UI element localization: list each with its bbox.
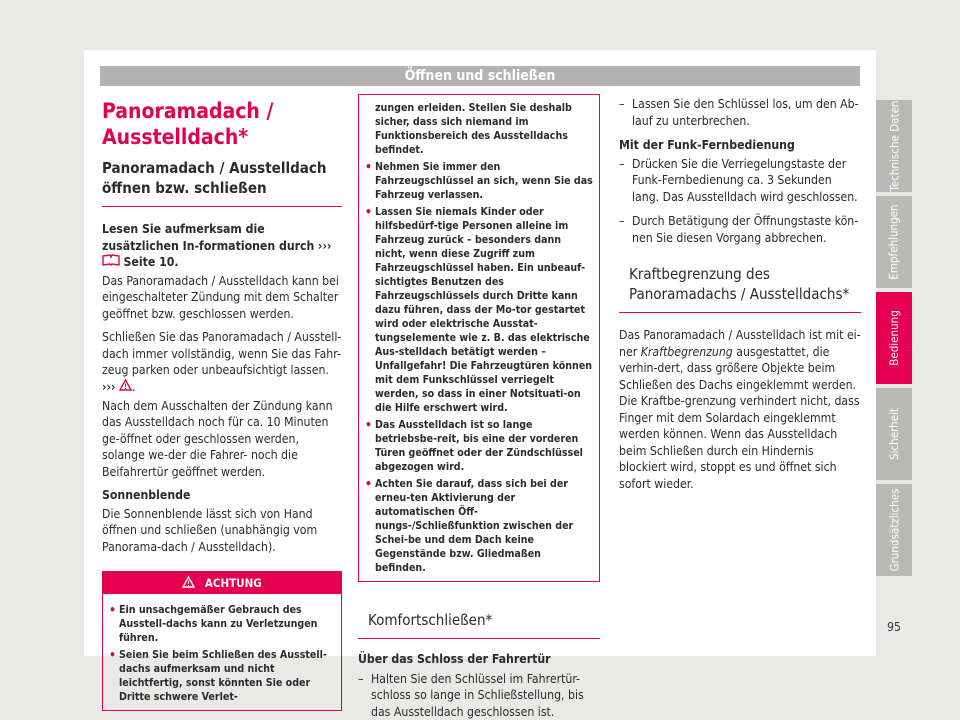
warning-body — [103, 594, 341, 710]
column-1 — [102, 94, 342, 711]
paragraph-3: Nach dem Ausschalten der Zündung kann das Ausstelldach noch für ca. 10 Minuten ge-öffnet oder geschlossen werden, solange we-der die Fahrer- noch die Beifahrertür geöffnet werden. — [102, 398, 342, 481]
warning-item: • Achten Sie darauf, dass sich bei der erneu-ten Aktivierung der automatischen Öff-nungs-/Schließfunktion zwischen der Schei-be und dem Dach keine Gegenstände bzw. Gliedmaßen befinden. — [365, 477, 593, 575]
page-reference-link[interactable]: Seite 10 — [123, 255, 174, 269]
chapter-tabs — [876, 100, 912, 580]
tab-technische-daten[interactable]: Technische Daten — [876, 100, 912, 192]
ref-arrows: ››› — [318, 239, 332, 253]
column-2 — [358, 94, 600, 720]
warning-item: • Nehmen Sie immer den Fahrzeugschlüssel an sich, wenn Sie das Fahrzeug verlassen. — [365, 160, 593, 202]
section-subtitle: Panoramadach / Ausstelldach öffnen bzw. schließen — [102, 158, 342, 207]
tab-sicherheit[interactable]: Sicherheit — [876, 388, 912, 480]
warning-header — [103, 572, 341, 594]
driver-door-heading: Über das Schloss der Fahrertür — [358, 651, 600, 668]
page-header: Öffnen und schließen — [100, 66, 860, 86]
paragraph-1: Das Panoramadach / Ausstelldach kann bei eingeschalteter Zündung mit dem Schalter geöffnet bzw. geschlossen werden. — [102, 273, 342, 323]
step-item: – Durch Betätigung der Öffnungstaste kön-nen Sie diesen Vorgang abbrechen. — [619, 213, 861, 246]
warning-item: • Lassen Sie niemals Kinder oder hilfsbedürf-tige Personen alleine im Fahrzeug zurück – besonders dann nicht, wenn diese Zugriff zum Fahrzeugschlüssel haben. Ein unbeauf-sichtigtes Benutzen des Fahrzeugschlüssels durch Dritte kann dazu führen, dass der Mo-tor gestartet wird oder elektrische Ausstat-tungselemente wie z. B. das elektrische Aus-stelldach betätigt werden – Unfallgefahr! Die Fahrzeugtüren können mit dem Funkschlüssel verriegelt werden, so dass in einer Notsituati-on die Hilfe erschwert wird. — [365, 205, 593, 415]
warning-item: • Das Ausstelldach ist so lange betriebsbe-reit, bis eine der vorderen Türen geöffnet oder der Zündschlüssel abgezogen wird. — [365, 418, 593, 474]
intro-text: Lesen Sie aufmerksam die zusätzlichen In-formationen durch — [102, 222, 314, 253]
step-item: – Drücken Sie die Verriegelungstaste der Funk-Fernbedienung ca. 3 Sekunden lang. Das Ausstelldach wird geschlossen. — [619, 156, 861, 206]
warning-icon — [119, 379, 132, 396]
warning-ref-arrows: ››› — [102, 380, 116, 394]
tab-grundsaetzliches[interactable]: Grundsätzliches — [876, 484, 912, 576]
intro-paragraph: Lesen Sie aufmerksam die zusätzlichen In-formationen durch ››› Seite 10. — [102, 221, 342, 271]
warning-box-continued — [358, 94, 600, 582]
tab-bedienung[interactable]: Bedienung — [876, 292, 912, 384]
force-limit-heading: Kraftbegrenzung des Panoramadachs / Ausstelldachs* — [619, 256, 861, 313]
page-title: Panoramadach / Ausstelldach* — [102, 98, 342, 150]
force-limit-term: Kraftbegrenzung — [641, 345, 733, 359]
warning-box — [102, 571, 342, 711]
step-item: – Lassen Sie den Schlüssel los, um den Ab-lauf zu unterbrechen. — [619, 96, 861, 129]
warning-label: ACHTUNG — [205, 576, 262, 590]
paragraph-2: Schließen Sie das Panoramadach / Ausstell-dach immer vollständig, wenn Sie das Fahr-zeug parken oder unbeaufsichtigt lassen. ››› . — [102, 329, 342, 395]
sunshade-paragraph: Die Sonnenblende lässt sich von Hand öffnen und schließen (unabhängig vom Panorama-dach / Ausstelldach). — [102, 506, 342, 556]
warning-body-continued — [359, 95, 599, 581]
warning-item: • Ein unsachgemäßer Gebrauch des Ausstell-dachs kann zu Verletzungen führen. — [109, 603, 335, 645]
force-limit-paragraph: Das Panoramadach / Ausstelldach ist mit ei-ner Kraftbegrenzung ausgestattet, die verhin-dert, dass größere Objekte beim Schließen des Dachs eingeklemmt werden. Die Kraftbe-grenzung verhindert nicht, dass Finger mit dem Solardach eingeklemmt werden können. Wenn das Ausstelldach beim Schließen durch ein Hindernis blockiert wird, stoppt es und öffnet sich sofort wieder. — [619, 327, 861, 492]
page-number: 95 — [880, 620, 908, 634]
warning-header-icon — [182, 573, 195, 595]
book-icon — [102, 254, 120, 271]
warning-continuation: zungen erleiden. Stellen Sie deshalb sicher, dass sich niemand im Funktionsbereich des Ausstelldachs befindet. — [365, 101, 593, 157]
comfort-closing-heading: Komfortschließen* — [358, 602, 600, 639]
step-item: – Halten Sie den Schlüssel im Fahrertür-schloss so lange in Schließstellung, bis das Ausstelldach geschlossen ist. — [358, 671, 600, 720]
column-3 — [619, 96, 861, 492]
sunshade-heading: Sonnenblende — [102, 487, 342, 504]
tab-empfehlungen[interactable]: Empfehlungen — [876, 196, 912, 288]
remote-heading: Mit der Funk-Fernbedienung — [619, 137, 861, 154]
warning-item: • Seien Sie beim Schließen des Ausstell-dachs aufmerksam und nicht leichtfertig, sonst könnten Sie oder Dritte schwere Verlet- — [109, 648, 335, 704]
